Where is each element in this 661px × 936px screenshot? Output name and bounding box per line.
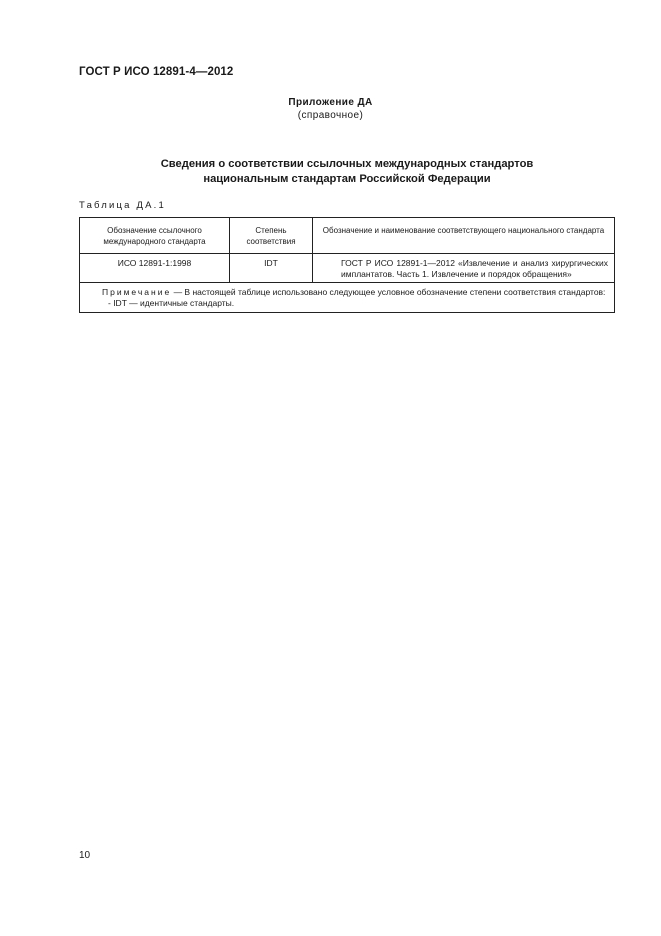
table-header-row [80, 218, 615, 254]
note-label: Примечание [102, 287, 172, 297]
note-paragraph [86, 287, 608, 298]
national-standard-text: ГОСТ Р ИСО 12891-1—2012 «Извлечение и анализ хирургических имплантатов. Часть 1. Извлечение и порядок обращения» [341, 258, 608, 279]
table-note [80, 283, 615, 313]
page-number: 10 [79, 850, 91, 861]
table-note-row [80, 283, 615, 313]
annex-kind: (справочное) [297, 110, 364, 121]
section-title-line-1: Сведения о соответствии ссылочных международных стандартов [160, 158, 534, 170]
section-title [79, 157, 615, 187]
header-degree-of-correspondence: Степень соответствия [230, 218, 313, 254]
note-list-item: - IDT — идентичные стандарты. [108, 298, 235, 308]
header-international-standard: Обозначение ссылочного международного стандарта [80, 218, 230, 254]
annex-title: Приложение ДА [288, 97, 373, 108]
cell-international-standard: ИСО 12891-1:1998 [80, 254, 230, 283]
table-caption: Таблица ДА.1 [79, 200, 166, 211]
standards-correspondence-table [79, 217, 615, 313]
cell-national-standard [313, 254, 615, 283]
section-title-line-2: национальным стандартам Российской Федерации [203, 173, 491, 185]
document-code: ГОСТ Р ИСО 12891-4—2012 [79, 66, 234, 78]
header-national-standard: Обозначение и наименование соответствующего национального стандарта [313, 218, 615, 254]
table-row [80, 254, 615, 283]
cell-degree: IDT [230, 254, 313, 283]
note-text: — В настоящей таблице использовано следующее условное обозначение степени соответствия стандартов: [171, 287, 606, 297]
